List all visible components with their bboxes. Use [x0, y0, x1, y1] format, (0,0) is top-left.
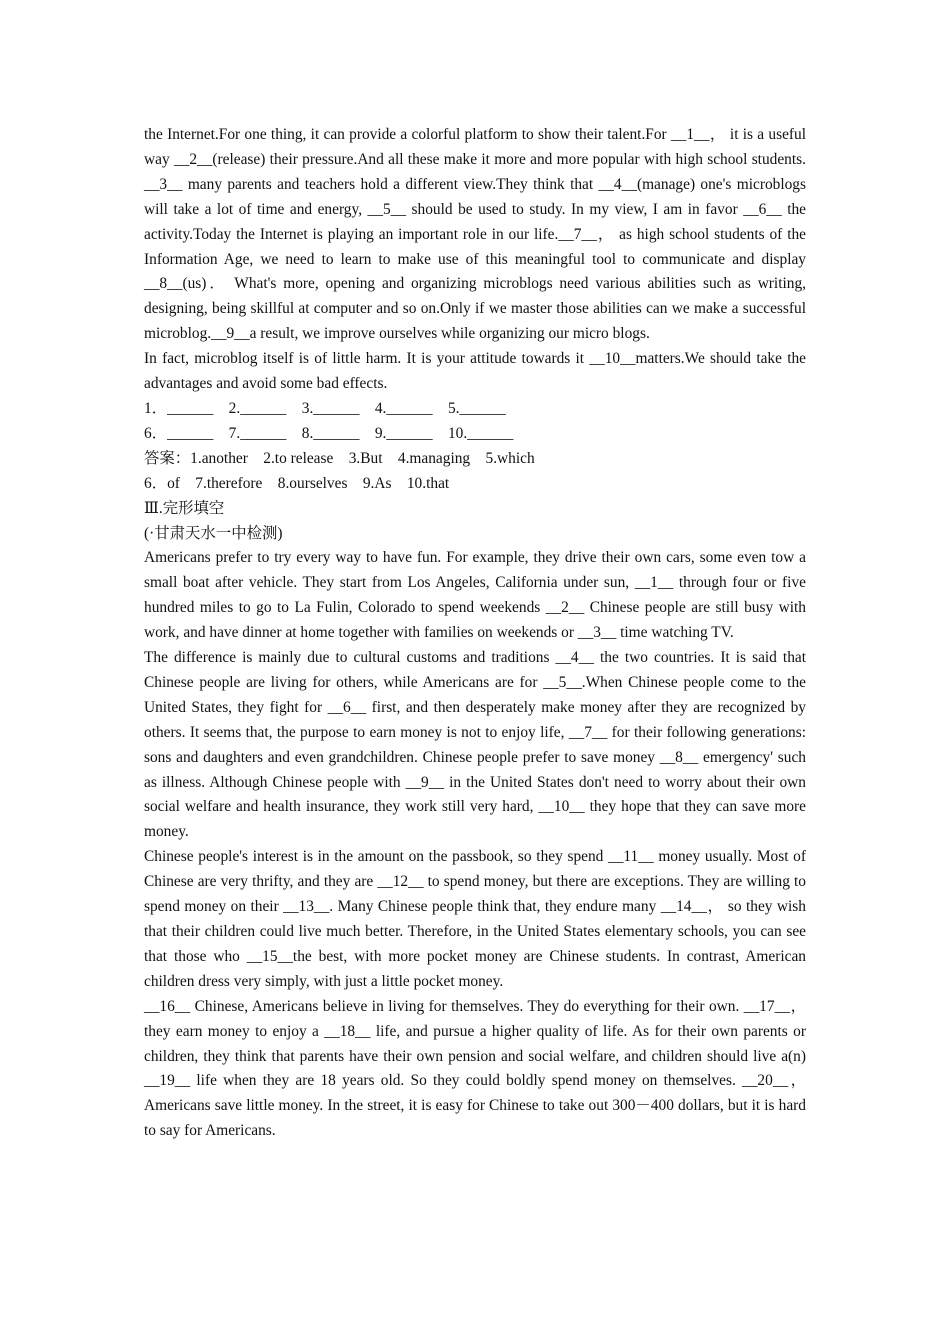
section-source: (·甘肃天水一中检测) [144, 524, 283, 542]
section-heading: Ⅲ.完形填空 [144, 499, 225, 517]
blanks-row-2: 6．______ 7.______ 8.______ 9.______ 10.______ [144, 424, 514, 442]
blanks-row-1: 1．______ 2.______ 3.______ 4.______ 5.______ [144, 399, 506, 417]
answers-row-2: 6．of 7.therefore 8.ourselves 9.As 10.that [144, 474, 450, 492]
passage2-paragraph-1: Americans prefer to try every way to have fun. For example, they drive their own cars, some even tow a small boat after vehicle. They start from Los Angeles, California under sun, __1__ through four or five hundred miles to go to La Fulin, Colorado to spend weekends __2__ Chinese people are still busy with work, and have dinner at home together with families on weekends or __3__ time watching TV. [144, 549, 806, 642]
passage2-paragraph-2: The difference is mainly due to cultural customs and traditions __4__ the two countries. It is said that Chinese people are living for others, while Americans are for __5__.When Chinese people come to the United States, they fight for __6__ first, and then desperately make money after they are recognized by others. It seems that, the purpose to earn money is not to enjoy life, __7__ for their following generations: sons and daughters and even grandchildren. Chinese people prefer to save money __8__ emergency' such as illness. Although Chinese people with __9__ in the United States don't need to worry about their own social welfare and health insurance, they work still very hard, __10__ they hope that they can save more money. [144, 649, 806, 841]
document-page [144, 123, 806, 1144]
passage1-paragraph-1: the Internet.For one thing, it can provide a colorful platform to show their talent.For __1__， it is a useful way __2__(release) their pressure.And all these make it more and more popular with high school students. __3__ many parents and teachers hold a different view.They think that __4__(manage) one's microblogs will take a lot of time and energy, __5__ should be used to study. In my view, I am in favor __6__ the activity.Today the Internet is playing an important role in our life.__7__， as high school students of the Information Age, we need to learn to make use of this meaningful tool to communicate and display __8__(us)． What's more, opening and organizing microblogs need various abilities such as writing, designing, being skillful at computer and so on.Only if we master those abilities can we make a successful microblog.__9__a result, we improve ourselves while organizing our micro blogs. [144, 126, 806, 343]
passage1-paragraph-2: In fact, microblog itself is of little harm. It is your attitude towards it __10__matters.We should take the advantages and avoid some bad effects. [144, 350, 806, 393]
passage2-paragraph-3: Chinese people's interest is in the amount on the passbook, so they spend __11__ money usually. Most of Chinese are very thrifty, and they are __12__ to spend money, but there are exceptions. They are willing to spend money on their __13__. Many Chinese people think that, they endure many __14__， so they wish that their children could live much better. Therefore, in the United States elementary schools, you can see that those who __15__the best, with more pocket money are Chinese students. In contrast, American children dress very simply, with just a little pocket money. [144, 848, 806, 990]
answers-row-1: 答案：1.another 2.to release 3.But 4.managing 5.which [144, 449, 535, 467]
passage2-paragraph-4: __16__ Chinese, Americans believe in living for themselves. They do everything for their own. __17__， they earn money to enjoy a __18__ life, and pursue a higher quality of life. As for their own parents or children, they think that parents have their own pension and social welfare, and children should live a(n) __19__ life when they are 18 years old. So they could boldly spend money on themselves. __20__， Americans save little money. In the street, it is easy for Chinese to take out 300－400 dollars, but it is hard to say for Americans. [144, 997, 806, 1140]
